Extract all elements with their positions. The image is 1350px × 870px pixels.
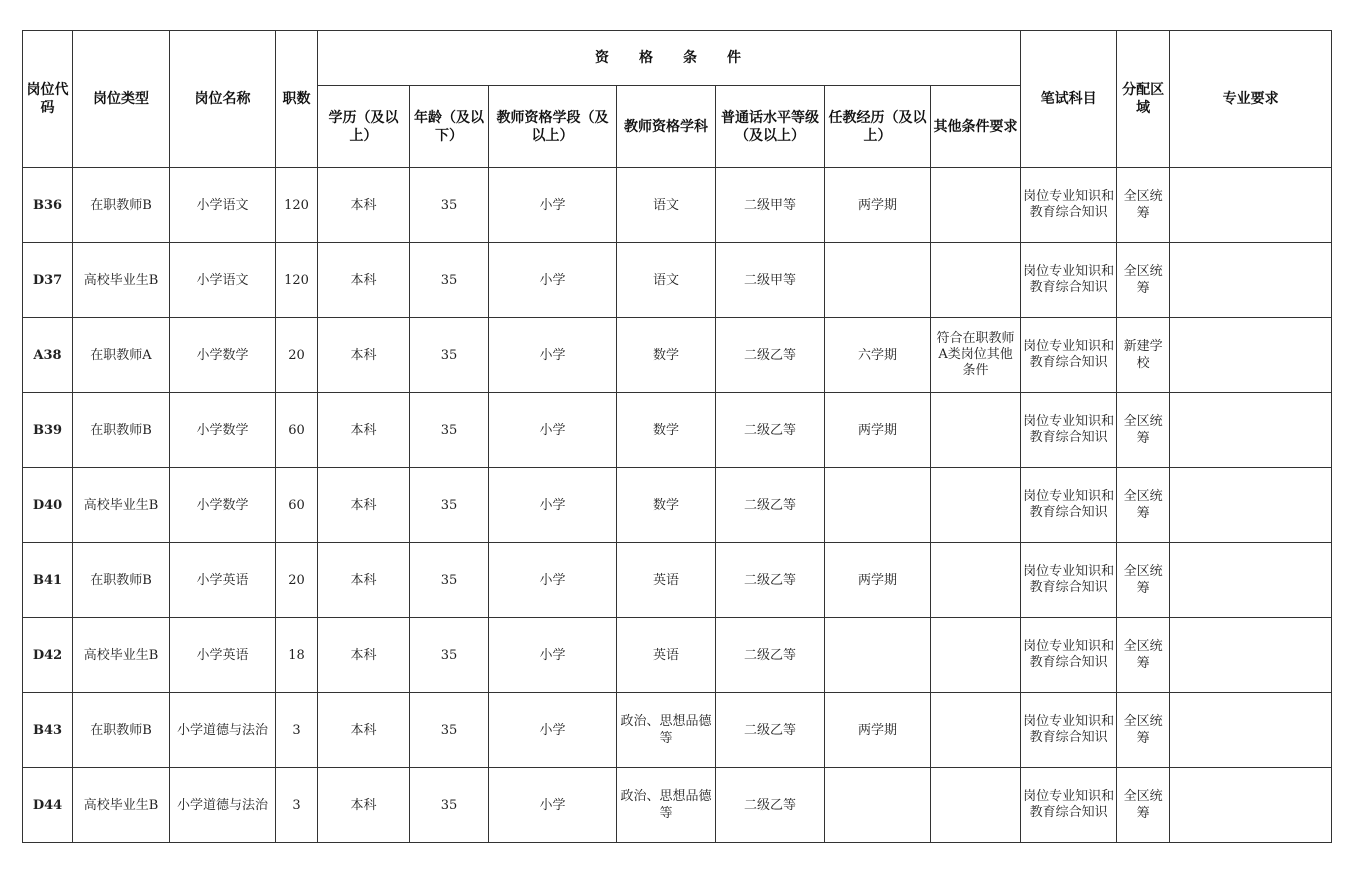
cell-mandarin: 二级乙等 <box>716 768 825 843</box>
cell-count: 3 <box>276 768 318 843</box>
cell-cert-subject: 语文 <box>617 243 716 318</box>
cell-education: 本科 <box>318 243 410 318</box>
cell-name: 小学道德与法治 <box>170 768 276 843</box>
cell-area: 全区统筹 <box>1117 618 1170 693</box>
cell-education: 本科 <box>318 168 410 243</box>
cell-mandarin: 二级乙等 <box>716 468 825 543</box>
cell-experience <box>825 618 931 693</box>
cell-mandarin: 二级乙等 <box>716 318 825 393</box>
cell-exam: 岗位专业知识和教育综合知识 <box>1021 618 1117 693</box>
cell-mandarin: 二级甲等 <box>716 168 825 243</box>
cell-exam: 岗位专业知识和教育综合知识 <box>1021 543 1117 618</box>
header-cert-stage: 教师资格学段（及以上） <box>489 86 617 168</box>
cell-exam: 岗位专业知识和教育综合知识 <box>1021 243 1117 318</box>
cell-type: 在职教师B <box>73 393 170 468</box>
cell-age: 35 <box>410 243 489 318</box>
header-count: 职数 <box>276 31 318 168</box>
header-area: 分配区域 <box>1117 31 1170 168</box>
cell-age: 35 <box>410 543 489 618</box>
cell-cert-subject: 英语 <box>617 618 716 693</box>
cell-area: 全区统筹 <box>1117 693 1170 768</box>
cell-code: A38 <box>23 318 73 393</box>
cell-count: 20 <box>276 318 318 393</box>
cell-type: 高校毕业生B <box>73 768 170 843</box>
table-row <box>23 393 1332 468</box>
table-row <box>23 693 1332 768</box>
cell-count: 18 <box>276 618 318 693</box>
cell-age: 35 <box>410 468 489 543</box>
cell-education: 本科 <box>318 543 410 618</box>
cell-code: B43 <box>23 693 73 768</box>
cell-other <box>931 543 1021 618</box>
cell-area: 全区统筹 <box>1117 468 1170 543</box>
cell-type: 在职教师B <box>73 168 170 243</box>
cell-area: 全区统筹 <box>1117 393 1170 468</box>
cell-experience: 两学期 <box>825 693 931 768</box>
cell-count: 120 <box>276 243 318 318</box>
cell-count: 20 <box>276 543 318 618</box>
cell-exam: 岗位专业知识和教育综合知识 <box>1021 768 1117 843</box>
cell-major <box>1170 168 1332 243</box>
cell-count: 120 <box>276 168 318 243</box>
cell-major <box>1170 543 1332 618</box>
header-row-1 <box>23 31 1332 86</box>
cell-cert-subject: 政治、思想品德等 <box>617 693 716 768</box>
table-row <box>23 768 1332 843</box>
cell-name: 小学数学 <box>170 468 276 543</box>
recruitment-table <box>22 30 1332 843</box>
cell-cert-stage: 小学 <box>489 468 617 543</box>
header-cert-subject: 教师资格学科 <box>617 86 716 168</box>
cell-experience <box>825 768 931 843</box>
cell-cert-subject: 数学 <box>617 393 716 468</box>
cell-count: 60 <box>276 468 318 543</box>
cell-name: 小学语文 <box>170 168 276 243</box>
cell-major <box>1170 693 1332 768</box>
header-code: 岗位代码 <box>23 31 73 168</box>
table-row <box>23 318 1332 393</box>
header-major: 专业要求 <box>1170 31 1332 168</box>
cell-cert-subject: 数学 <box>617 318 716 393</box>
cell-experience: 两学期 <box>825 168 931 243</box>
cell-area: 全区统筹 <box>1117 168 1170 243</box>
cell-major <box>1170 618 1332 693</box>
cell-name: 小学英语 <box>170 618 276 693</box>
cell-cert-subject: 政治、思想品德等 <box>617 768 716 843</box>
cell-exam: 岗位专业知识和教育综合知识 <box>1021 693 1117 768</box>
cell-age: 35 <box>410 393 489 468</box>
cell-cert-stage: 小学 <box>489 318 617 393</box>
cell-exam: 岗位专业知识和教育综合知识 <box>1021 393 1117 468</box>
header-other: 其他条件要求 <box>931 86 1021 168</box>
cell-type: 高校毕业生B <box>73 243 170 318</box>
cell-mandarin: 二级乙等 <box>716 693 825 768</box>
cell-exam: 岗位专业知识和教育综合知识 <box>1021 468 1117 543</box>
cell-name: 小学数学 <box>170 318 276 393</box>
cell-area: 新建学校 <box>1117 318 1170 393</box>
cell-code: D40 <box>23 468 73 543</box>
cell-major <box>1170 318 1332 393</box>
cell-mandarin: 二级乙等 <box>716 543 825 618</box>
header-age: 年龄（及以下） <box>410 86 489 168</box>
cell-mandarin: 二级乙等 <box>716 618 825 693</box>
cell-other: 符合在职教师A类岗位其他条件 <box>931 318 1021 393</box>
cell-cert-stage: 小学 <box>489 618 617 693</box>
cell-age: 35 <box>410 318 489 393</box>
cell-name: 小学道德与法治 <box>170 693 276 768</box>
header-qualifications: 资格条件 <box>318 31 1021 86</box>
cell-code: B39 <box>23 393 73 468</box>
cell-code: D44 <box>23 768 73 843</box>
cell-cert-subject: 语文 <box>617 168 716 243</box>
table-row <box>23 168 1332 243</box>
cell-major <box>1170 768 1332 843</box>
cell-code: D37 <box>23 243 73 318</box>
cell-count: 3 <box>276 693 318 768</box>
table-body <box>23 168 1332 843</box>
cell-major <box>1170 243 1332 318</box>
cell-other <box>931 393 1021 468</box>
cell-age: 35 <box>410 618 489 693</box>
table-row <box>23 618 1332 693</box>
header-mandarin: 普通话水平等级（及以上） <box>716 86 825 168</box>
table-row <box>23 468 1332 543</box>
cell-other <box>931 168 1021 243</box>
cell-education: 本科 <box>318 318 410 393</box>
cell-cert-stage: 小学 <box>489 693 617 768</box>
cell-cert-subject: 数学 <box>617 468 716 543</box>
cell-mandarin: 二级乙等 <box>716 393 825 468</box>
cell-cert-stage: 小学 <box>489 543 617 618</box>
cell-experience: 两学期 <box>825 543 931 618</box>
cell-exam: 岗位专业知识和教育综合知识 <box>1021 168 1117 243</box>
cell-type: 在职教师B <box>73 543 170 618</box>
cell-other <box>931 618 1021 693</box>
cell-name: 小学英语 <box>170 543 276 618</box>
cell-other <box>931 768 1021 843</box>
cell-education: 本科 <box>318 468 410 543</box>
cell-cert-stage: 小学 <box>489 243 617 318</box>
cell-cert-stage: 小学 <box>489 768 617 843</box>
cell-other <box>931 468 1021 543</box>
cell-exam: 岗位专业知识和教育综合知识 <box>1021 318 1117 393</box>
header-exam: 笔试科目 <box>1021 31 1117 168</box>
cell-name: 小学数学 <box>170 393 276 468</box>
cell-type: 在职教师B <box>73 693 170 768</box>
cell-major <box>1170 393 1332 468</box>
header-type: 岗位类型 <box>73 31 170 168</box>
cell-age: 35 <box>410 168 489 243</box>
cell-code: B36 <box>23 168 73 243</box>
cell-code: D42 <box>23 618 73 693</box>
cell-experience <box>825 243 931 318</box>
cell-age: 35 <box>410 768 489 843</box>
cell-education: 本科 <box>318 618 410 693</box>
cell-experience <box>825 468 931 543</box>
cell-type: 高校毕业生B <box>73 468 170 543</box>
header-experience: 任教经历（及以上） <box>825 86 931 168</box>
cell-other <box>931 693 1021 768</box>
cell-area: 全区统筹 <box>1117 243 1170 318</box>
cell-age: 35 <box>410 693 489 768</box>
cell-education: 本科 <box>318 393 410 468</box>
cell-experience: 两学期 <box>825 393 931 468</box>
cell-code: B41 <box>23 543 73 618</box>
cell-area: 全区统筹 <box>1117 768 1170 843</box>
cell-other <box>931 243 1021 318</box>
cell-count: 60 <box>276 393 318 468</box>
cell-mandarin: 二级甲等 <box>716 243 825 318</box>
header-name: 岗位名称 <box>170 31 276 168</box>
cell-cert-subject: 英语 <box>617 543 716 618</box>
cell-major <box>1170 468 1332 543</box>
table-row <box>23 543 1332 618</box>
cell-experience: 六学期 <box>825 318 931 393</box>
cell-cert-stage: 小学 <box>489 393 617 468</box>
cell-cert-stage: 小学 <box>489 168 617 243</box>
cell-type: 在职教师A <box>73 318 170 393</box>
cell-name: 小学语文 <box>170 243 276 318</box>
cell-education: 本科 <box>318 693 410 768</box>
cell-area: 全区统筹 <box>1117 543 1170 618</box>
table-row <box>23 243 1332 318</box>
header-education: 学历（及以上） <box>318 86 410 168</box>
cell-type: 高校毕业生B <box>73 618 170 693</box>
cell-education: 本科 <box>318 768 410 843</box>
